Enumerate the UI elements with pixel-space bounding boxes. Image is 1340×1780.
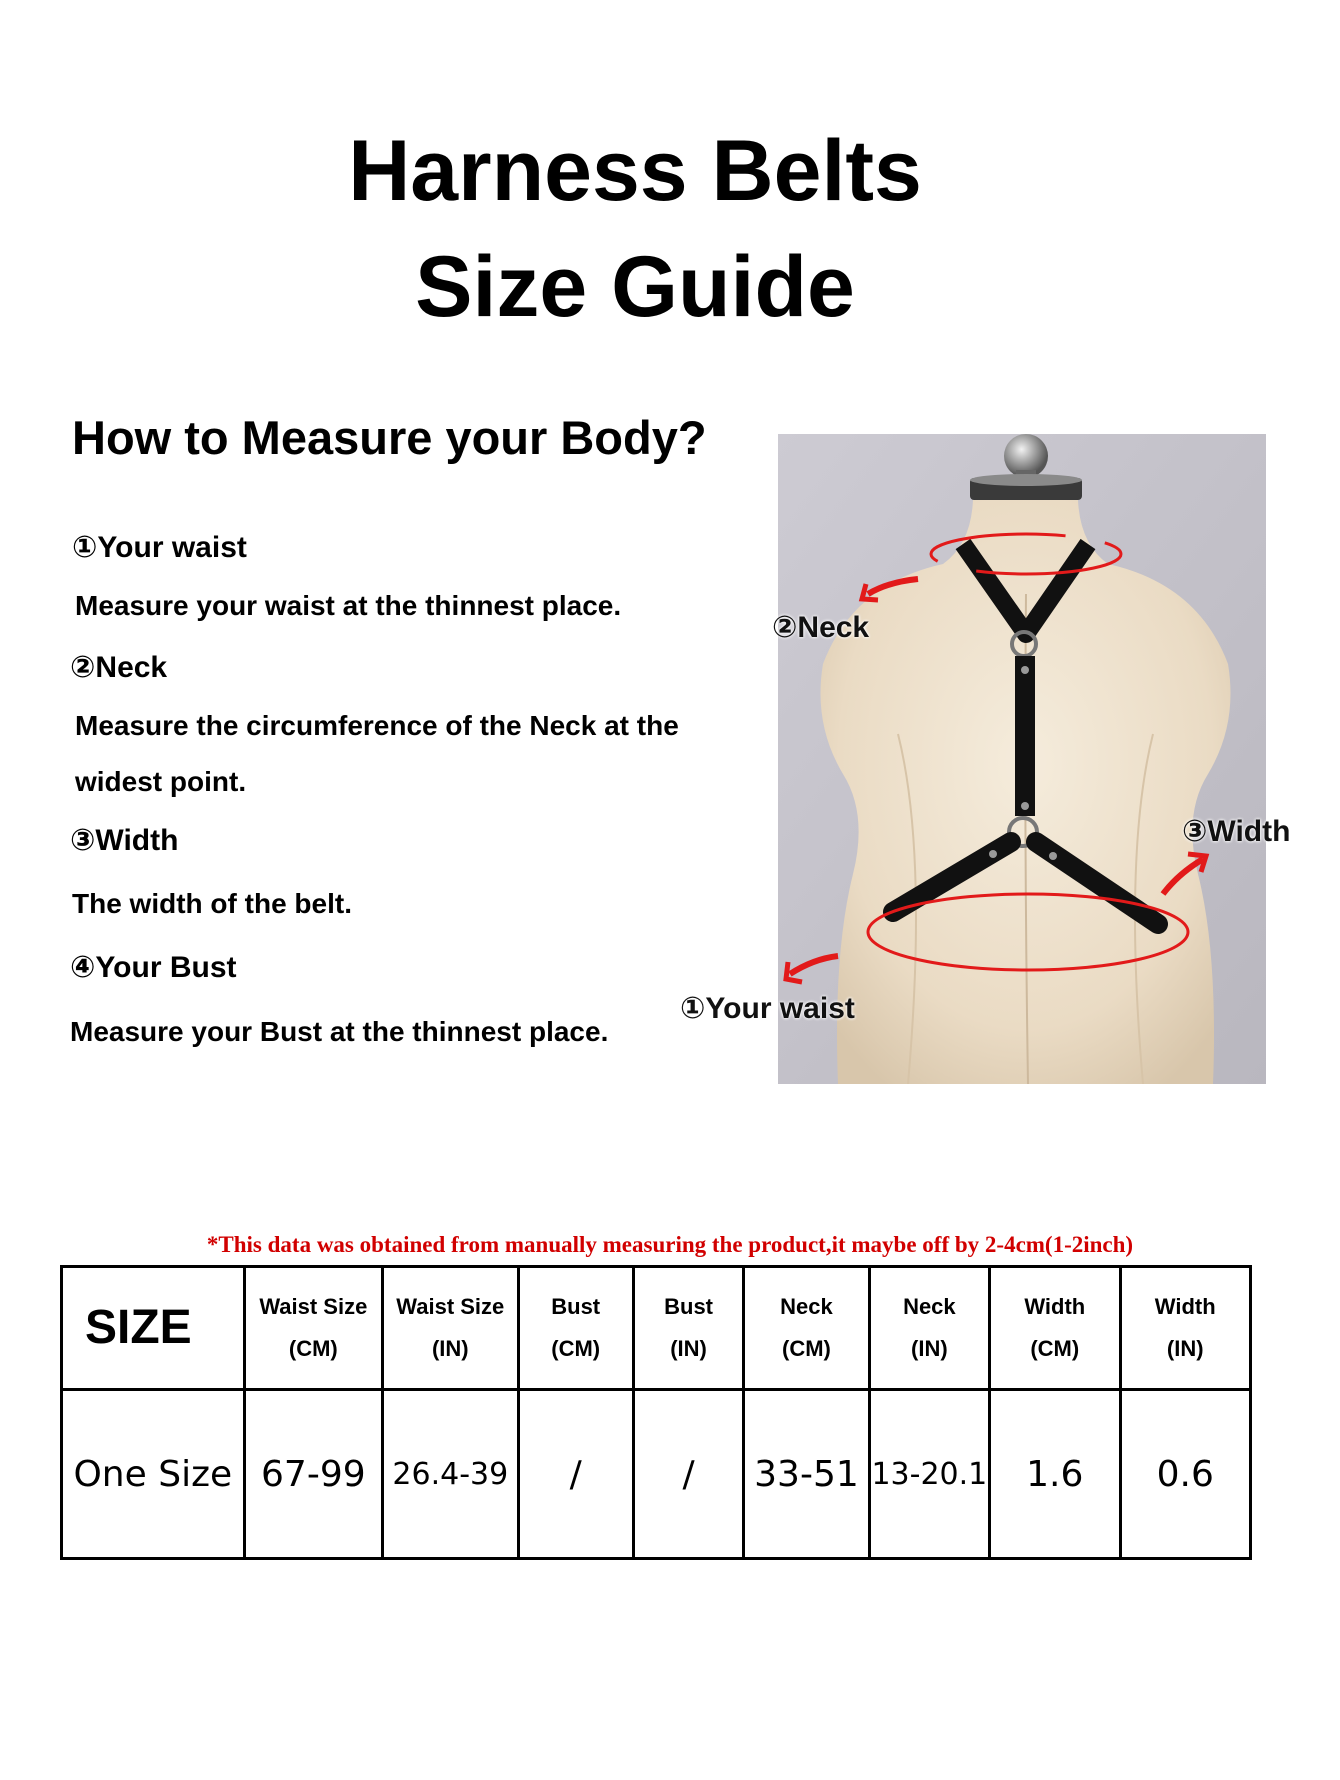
neck-callout: ②Neck bbox=[772, 611, 870, 644]
waist-cm-cell: 67-99 bbox=[244, 1390, 382, 1559]
mannequin-illustration bbox=[778, 434, 1266, 1084]
col-bust-cm: Bust (CM) bbox=[518, 1267, 633, 1390]
step-width-title: ③Width bbox=[70, 824, 179, 857]
step-neck-desc-line-2: widest point. bbox=[75, 766, 247, 797]
size-table bbox=[60, 1265, 1252, 1560]
waist-in-cell: 26.4-39 bbox=[383, 1390, 518, 1559]
col-neck-in: Neck (IN) bbox=[869, 1267, 989, 1390]
step-waist-title: ①Your waist bbox=[72, 531, 247, 564]
col-bust-in: Bust (IN) bbox=[633, 1267, 743, 1390]
col-width-cm: Width (CM) bbox=[990, 1267, 1120, 1390]
col-waist-cm: Waist Size (CM) bbox=[244, 1267, 382, 1390]
step-width-desc: The width of the belt. bbox=[72, 888, 352, 919]
col-waist-in: Waist Size (IN) bbox=[383, 1267, 518, 1390]
width-cm-cell: 1.6 bbox=[990, 1390, 1120, 1559]
center-strap bbox=[1015, 656, 1035, 816]
step-waist-desc: Measure your waist at the thinnest place. bbox=[75, 590, 622, 621]
neck-cm-cell: 33-51 bbox=[744, 1390, 869, 1559]
bust-cm-cell: / bbox=[518, 1390, 633, 1559]
how-to-heading: How to Measure your Body? bbox=[72, 411, 707, 464]
step-neck-title: ②Neck bbox=[70, 651, 168, 684]
width-callout: ③Width bbox=[1182, 815, 1291, 848]
col-width-in: Width (IN) bbox=[1120, 1267, 1251, 1390]
page-title-line-2: Size Guide bbox=[415, 239, 855, 335]
size-cell: One Size bbox=[62, 1390, 245, 1559]
step-bust-title: ④Your Bust bbox=[70, 951, 237, 984]
page-title-line-1: Harness Belts bbox=[348, 123, 922, 219]
measurement-note: *This data was obtained from manually measuring the product,it maybe off by 2-4cm(1-2inch) bbox=[206, 1232, 1134, 1257]
size-header: SIZE bbox=[62, 1267, 245, 1390]
table-row bbox=[62, 1390, 1251, 1559]
step-neck-desc-line-1: Measure the circumference of the Neck at the bbox=[75, 710, 679, 741]
step-bust-desc: Measure your Bust at the thinnest place. bbox=[70, 1016, 609, 1047]
mannequin-photo bbox=[778, 434, 1266, 1084]
waist-callout: ①Your waist bbox=[680, 992, 855, 1025]
width-in-cell: 0.6 bbox=[1120, 1390, 1251, 1559]
col-neck-cm: Neck (CM) bbox=[744, 1267, 869, 1390]
table-header-row bbox=[62, 1267, 1251, 1390]
neck-in-cell: 13-20.1 bbox=[869, 1390, 989, 1559]
bust-in-cell: / bbox=[633, 1390, 743, 1559]
